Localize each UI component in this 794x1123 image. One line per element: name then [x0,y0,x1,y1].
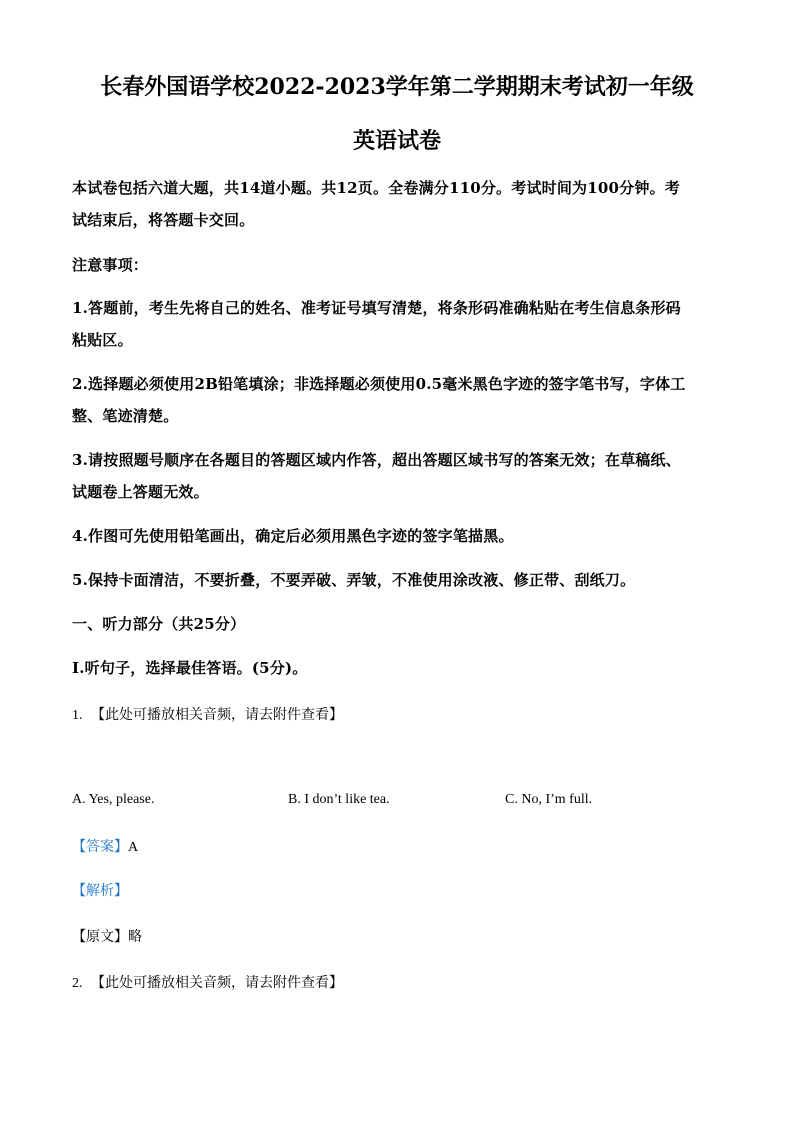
note-4: 4.作图可先使用铅笔画出，确定后必须用黑色字迹的签字笔描黑。 [72,527,514,545]
option-b: B. I don’t like tea. [288,792,390,807]
exam-subtitle: 英语试卷 [352,128,441,154]
original-line [72,926,142,946]
note-5: 5.保持卡面清洁，不要折叠，不要弄破、弄皱，不准使用涂改液、修正带、刮纸刀。 [72,571,636,589]
intro-line-2: 试结束后，将答题卡交回。 [72,211,255,229]
note-2-line-1: 2.选择题必须使用2B铅笔填涂；非选择题必须使用0.5毫米黑色字迹的签字笔书写，字体工 [72,375,686,393]
section-heading: 一、听力部分（共25分） [72,615,246,633]
note-2-line-2: 整、笔迹清楚。 [72,407,179,425]
option-c: C. No, I’m full. [505,792,593,807]
question-1 [72,704,343,724]
question-number: 1. [72,708,83,723]
question-2 [72,972,343,992]
option-a: A. Yes, please. [72,792,155,807]
part-heading: I.听句子，选择最佳答语。(5分)。 [72,659,308,677]
answer-tag: 【答案】 [72,839,128,855]
notes-heading: 注意事项： [72,256,149,274]
answer-value: A [128,840,139,855]
analysis-line [72,880,128,900]
audio-note[interactable]: 【此处可播放相关音频，请去附件查看】 [90,707,343,723]
answer-line [72,836,138,856]
analysis-tag: 【解析】 [72,883,128,899]
audio-note[interactable]: 【此处可播放相关音频，请去附件查看】 [90,975,343,991]
note-3-line-2: 试题卷上答题无效。 [72,483,209,501]
original-tag: 【原文】 [72,929,128,945]
note-1-line-2: 粘贴区。 [72,331,133,349]
original-value: 略 [128,929,142,945]
note-3-line-1: 3.请按照题号顺序在各题目的答题区域内作答，超出答题区域书写的答案无效；在草稿纸、 [72,451,681,469]
exam-title: 长春外国语学校2022-2023学年第二学期期末考试初一年级 [100,74,694,100]
note-1-line-1: 1.答题前，考生先将自己的姓名、准考证号填写清楚，将条形码准确粘贴在考生信息条形码 [72,299,681,317]
intro-line-1: 本试卷包括六道大题，共14道小题。共12页。全卷满分110分。考试时间为100分钟。考 [72,179,680,197]
question-number: 2. [72,976,83,991]
